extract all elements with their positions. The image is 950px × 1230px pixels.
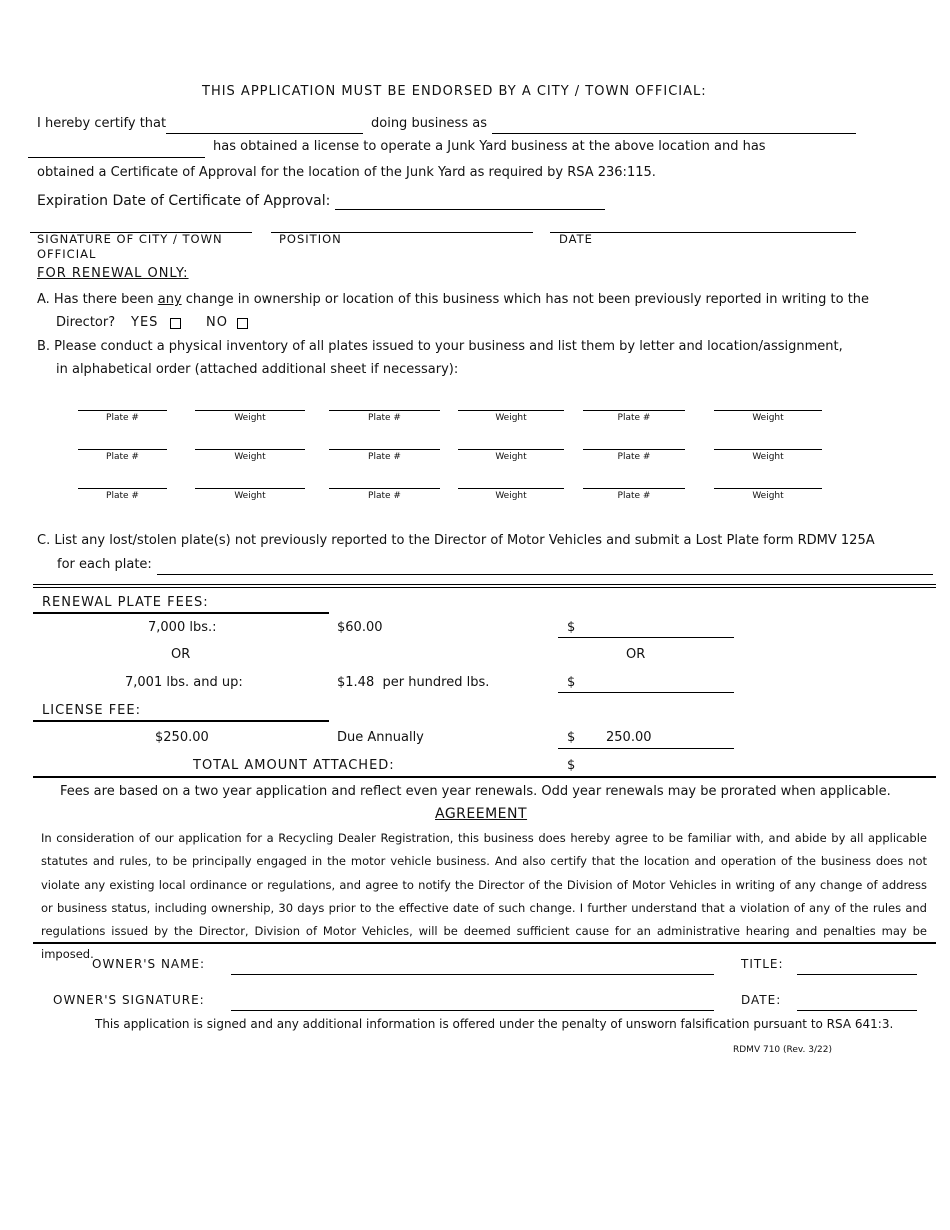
or-label: OR [171, 647, 191, 662]
question-b: B. Please conduct a physical inventory of all plates issued to your business and list them by letter and location/assignment, [37, 339, 843, 354]
signature-label: SIGNATURE OF CITY / TOWN [37, 232, 223, 246]
penalty-statement: This application is signed and any additional information is offered under the penalty of unsworn falsification pursuant to RSA 641:3. [95, 1017, 894, 1031]
agreement-body: In consideration of our application for a Recycling Dealer Registration, this business does hereby agree to be familiar with, and abide by all applicable statutes and rules, to be principally engaged in the motor vehicle business. And also certify that the location and operation of the business does not violate any existing local ordinance or regulations, and agree to notify the Director of the Division of Motor Vehicles in writing of any change of address or business status, including ownership, 30 days prior to the effective date of such change. I further understand that a violation of any of the rules and regulations issued by the Director, Division of Motor Vehicles, will be deemed sufficient cause for an administrative hearing and penalties may be imposed. [41, 831, 927, 962]
official-date-field[interactable] [550, 232, 856, 233]
plate-field[interactable]: Plate # [583, 488, 685, 501]
expiration-date-field[interactable] [335, 209, 605, 210]
plate-field[interactable]: Plate # [329, 488, 440, 501]
renewal-fees-underline [33, 612, 329, 614]
fee-dollar-sign: $ [567, 675, 576, 690]
weight-field[interactable]: Weight [458, 410, 564, 423]
renewal-heading: FOR RENEWAL ONLY: [37, 266, 189, 281]
plate-field[interactable]: Plate # [329, 449, 440, 462]
weight-field[interactable]: Weight [195, 410, 305, 423]
total-dollar-sign: $ [567, 758, 576, 773]
certify-prefix: I hereby certify that [37, 116, 167, 131]
separator-line [33, 584, 936, 585]
question-a: A. Has there been any change in ownership or location of this business which has not been previously reported in writing to the [37, 292, 870, 307]
license-fee-amount-field [558, 748, 734, 749]
agreement-rule [33, 942, 936, 944]
form-id: RDMV 710 (Rev. 3/22) [733, 1045, 832, 1055]
question-a-director: Director? [56, 315, 116, 330]
weight-field[interactable]: Weight [195, 449, 305, 462]
expiration-label: Expiration Date of Certificate of Approval: [37, 193, 331, 209]
license-text: has obtained a license to operate a Junk Yard business at the above location and has [213, 139, 766, 154]
weight-field[interactable]: Weight [714, 488, 822, 501]
fee-note: Fees are based on a two year application and reflect even year renewals. Odd year renewals may be prorated when applicable. [60, 784, 891, 799]
fee-weight-7001: 7,001 lbs. and up: [125, 675, 243, 690]
weight-field[interactable]: Weight [458, 488, 564, 501]
license-amount: $250.00 [155, 730, 209, 745]
plate-field[interactable]: Plate # [78, 410, 167, 423]
or-label-right: OR [626, 647, 646, 662]
no-label: NO [206, 315, 228, 330]
renewal-fees-heading: RENEWAL PLATE FEES: [42, 595, 209, 610]
yes-checkbox[interactable] [170, 318, 181, 329]
agreement-title: AGREEMENT [435, 806, 528, 822]
weight-field[interactable]: Weight [714, 449, 822, 462]
owner-date-label: DATE: [741, 993, 782, 1007]
approval-text: obtained a Certificate of Approval for the location of the Junk Yard as required by RSA 236:115. [37, 165, 656, 180]
weight-field[interactable]: Weight [714, 410, 822, 423]
fee-price-per-hundred: $1.48 per hundred lbs. [337, 675, 490, 690]
owner-name-label: OWNER'S NAME: [92, 957, 206, 971]
question-c: C. List any lost/stolen plate(s) not previously reported to the Director of Motor Vehicles and submit a Lost Plate form RDMV 125A [37, 533, 875, 548]
fee-dollar-sign: $ [567, 620, 576, 635]
plate-field[interactable]: Plate # [78, 488, 167, 501]
question-c-line2: for each plate: [57, 557, 152, 572]
renewal-fee-amount-field[interactable] [558, 637, 734, 638]
owner-signature-field[interactable] [231, 1010, 714, 1011]
yes-label: YES [131, 315, 159, 330]
owner-title-field[interactable] [797, 974, 917, 975]
business-name-field[interactable] [492, 133, 856, 134]
weight-field[interactable]: Weight [195, 488, 305, 501]
plate-field[interactable]: Plate # [583, 410, 685, 423]
fee-dollar-sign: $ [567, 730, 576, 745]
owner-name-field[interactable] [231, 974, 714, 975]
no-checkbox[interactable] [237, 318, 248, 329]
position-label: POSITION [279, 232, 342, 246]
plate-field[interactable]: Plate # [329, 410, 440, 423]
per-hundred-amount-field[interactable] [558, 692, 734, 693]
due-annually: Due Annually [337, 730, 424, 745]
certifier-name-field[interactable] [166, 133, 363, 134]
signature-label-official: OFFICIAL [37, 247, 97, 261]
license-fee-value: 250.00 [606, 730, 652, 745]
owner-date-field[interactable] [797, 1010, 917, 1011]
separator-line [33, 587, 936, 588]
lost-plates-field[interactable] [157, 574, 933, 575]
license-fee-heading: LICENSE FEE: [42, 703, 141, 718]
license-fee-underline [33, 720, 329, 722]
plate-field[interactable]: Plate # [583, 449, 685, 462]
fee-weight-7000: 7,000 lbs.: [148, 620, 217, 635]
endorse-title: THIS APPLICATION MUST BE ENDORSED BY A CITY / TOWN OFFICIAL: [202, 84, 707, 99]
question-b-line2: in alphabetical order (attached additional sheet if necessary): [56, 362, 459, 377]
weight-field[interactable]: Weight [458, 449, 564, 462]
licensee-name-field[interactable] [28, 157, 205, 158]
doing-business-label: doing business as [371, 116, 487, 131]
plate-field[interactable]: Plate # [78, 449, 167, 462]
owner-title-label: TITLE: [741, 957, 784, 971]
fee-price-60: $60.00 [337, 620, 383, 635]
owner-signature-label: OWNER'S SIGNATURE: [53, 993, 205, 1007]
total-label: TOTAL AMOUNT ATTACHED: [193, 758, 395, 773]
date-label: DATE [559, 232, 593, 246]
total-rule [33, 776, 936, 778]
